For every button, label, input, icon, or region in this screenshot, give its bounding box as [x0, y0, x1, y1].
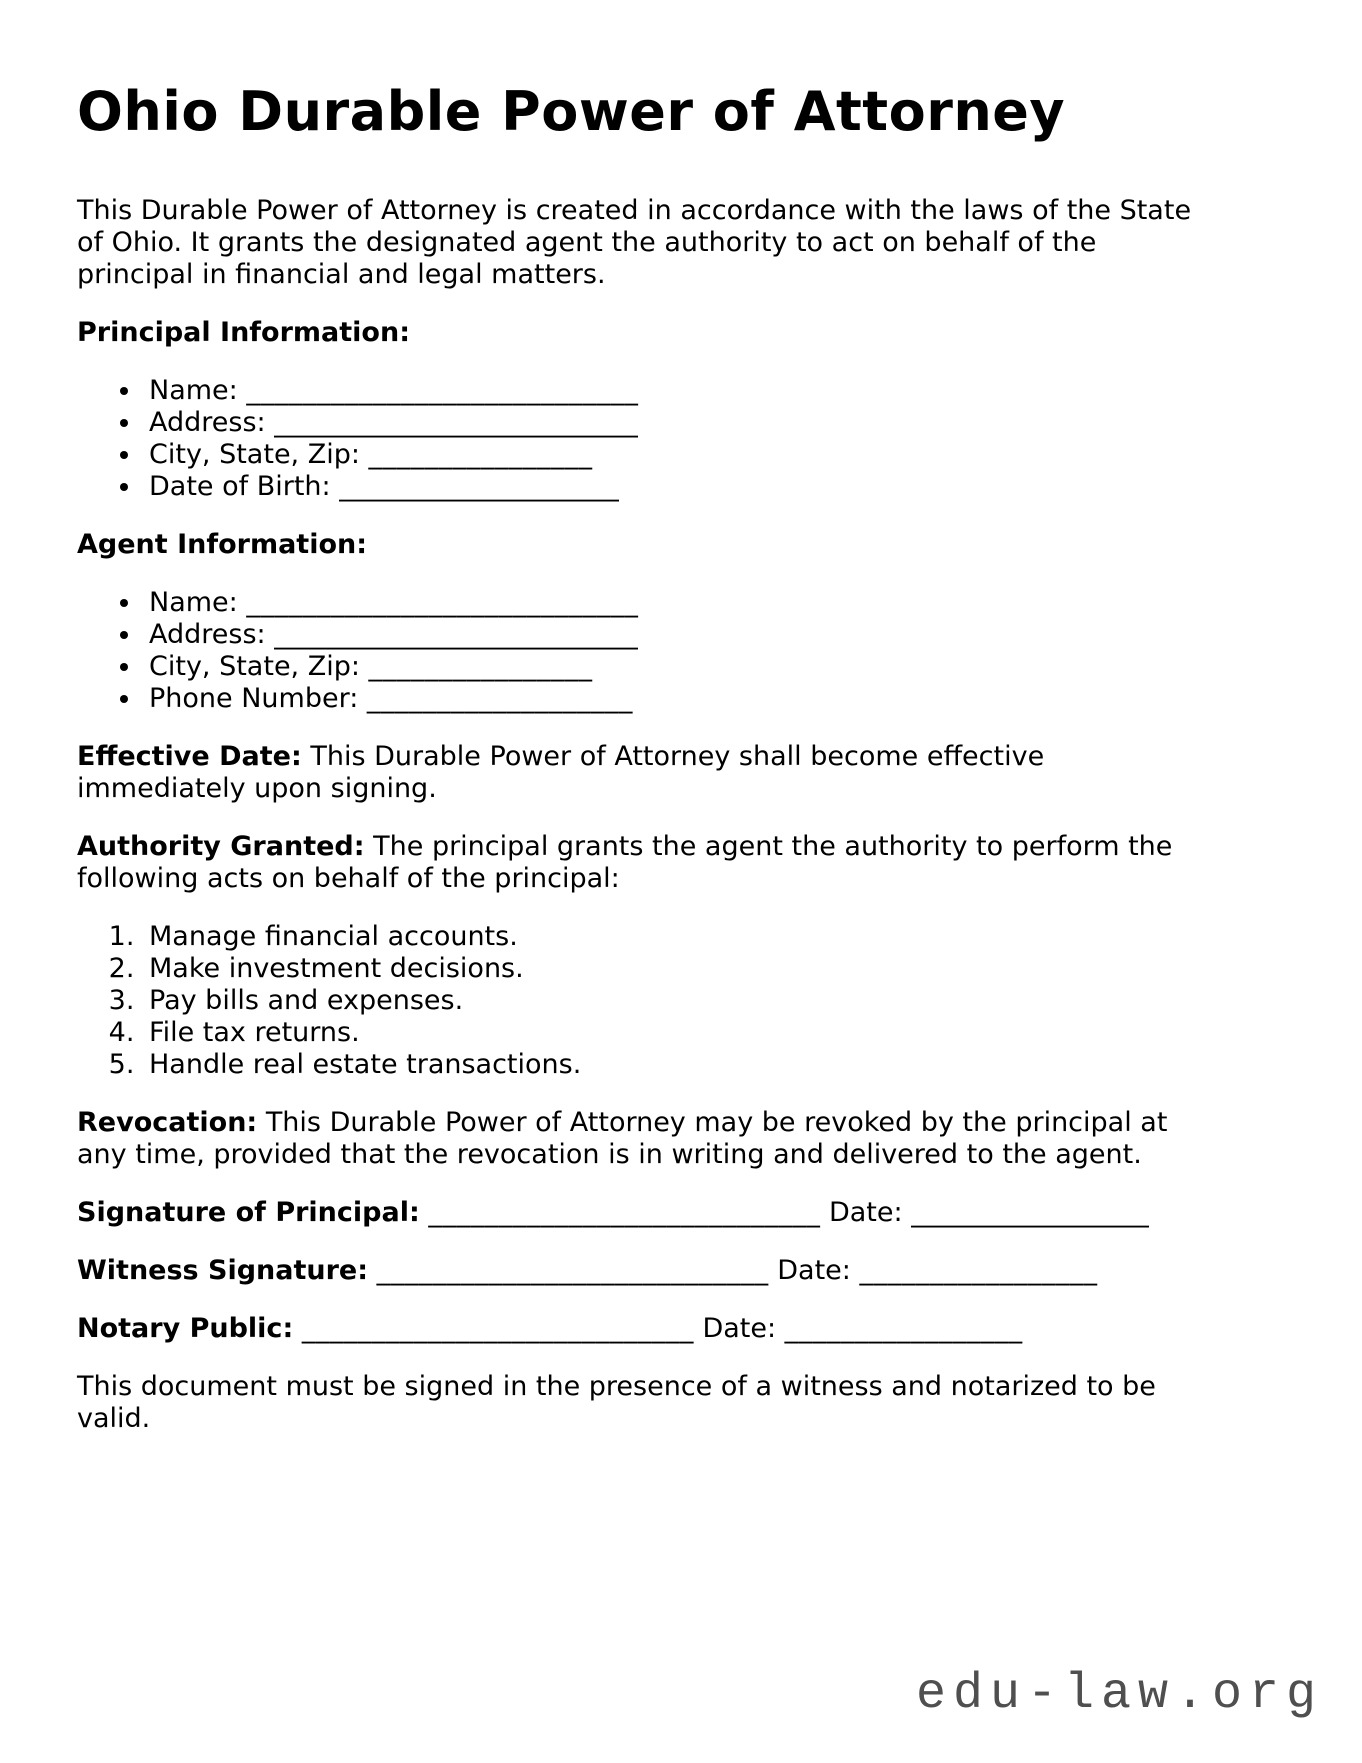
authority-act-item: 2. Make investment decisions. [143, 953, 1210, 985]
signature-label: Witness Signature: [77, 1255, 369, 1286]
revocation-paragraph [77, 1107, 1210, 1171]
field-label: Name: [149, 587, 238, 618]
field-label: City, State, Zip: [149, 651, 360, 682]
signature-label: Notary Public: [77, 1313, 294, 1344]
blank-line: ____________________________ [246, 587, 639, 618]
date-line: _________________ [859, 1255, 1098, 1286]
blank-line: ________________ [368, 651, 593, 682]
field-label: Phone Number: [149, 683, 359, 714]
effective-date-paragraph [77, 741, 1210, 805]
authority-act-item: 4. File tax returns. [143, 1017, 1210, 1049]
agent-address-field [143, 619, 1210, 651]
edu-law-watermark: edu-law.org [915, 1666, 1323, 1723]
field-label: Address: [149, 407, 266, 438]
date-label: Date: [777, 1255, 851, 1286]
principal-section-heading [77, 317, 1210, 349]
agent-phone-number-field [143, 683, 1210, 715]
revocation-label: Revocation: [77, 1107, 258, 1138]
agent-section-heading [77, 529, 1210, 561]
date-line: _________________ [911, 1197, 1150, 1228]
principal-date-of-birth-field [143, 471, 1210, 503]
field-label: Date of Birth: [149, 471, 331, 502]
notary-signature-row [77, 1313, 1210, 1345]
page-title: Ohio Durable Power of Attorney [77, 80, 1066, 143]
date-label: Date: [828, 1197, 903, 1228]
field-label: City, State, Zip: [149, 439, 360, 470]
agent-heading-label: Agent Information: [77, 529, 368, 560]
date-line: _________________ [784, 1313, 1023, 1344]
principal-fields-list [77, 375, 1210, 503]
authority-granted-label: Authority Granted: [77, 831, 365, 862]
signature-line: ____________________________ [428, 1197, 821, 1228]
authority-acts-list [77, 921, 1210, 1081]
principal-city-state-zip-field [143, 439, 1210, 471]
blank-line: ____________________ [339, 471, 620, 502]
validity-note: This document must be signed in the presence of a witness and notarized to be valid. [77, 1371, 1156, 1434]
signature-label: Signature of Principal: [77, 1197, 420, 1228]
blank-line: __________________________ [274, 619, 639, 650]
principal-heading-label: Principal Information: [77, 317, 411, 348]
signature-line: ____________________________ [301, 1313, 694, 1344]
witness-signature-row [77, 1255, 1210, 1287]
principal-name-field [143, 375, 1210, 407]
date-label: Date: [702, 1313, 777, 1344]
signature-line: ____________________________ [376, 1255, 769, 1286]
effective-date-label: Effective Date: [77, 741, 302, 772]
revocation-text: This Durable Power of Attorney may be revoked by the principal at any time, provided that the revocation is in writing and delivered to the agent. [77, 1107, 1168, 1170]
principal-signature-row [77, 1197, 1210, 1229]
authority-act-item: 3. Pay bills and expenses. [143, 985, 1210, 1017]
effective-date-text: This Durable Power of Attorney shall become effective immediately upon signing. [77, 741, 1045, 804]
blank-line: ________________ [368, 439, 593, 470]
principal-address-field [143, 407, 1210, 439]
agent-fields-list [77, 587, 1210, 715]
authority-granted-text: The principal grants the agent the authority to perform the following acts on behalf of the principal: [77, 831, 1173, 894]
blank-line: ____________________________ [246, 375, 639, 406]
blank-line: __________________________ [274, 407, 639, 438]
authority-act-item: 5. Handle real estate transactions. [143, 1049, 1210, 1081]
agent-name-field [143, 587, 1210, 619]
agent-city-state-zip-field [143, 651, 1210, 683]
field-label: Name: [149, 375, 238, 406]
field-label: Address: [149, 619, 266, 650]
authority-act-item: 1. Manage financial accounts. [143, 921, 1210, 953]
authority-granted-paragraph [77, 831, 1210, 895]
blank-line: ___________________ [366, 683, 633, 714]
intro-paragraph: This Durable Power of Attorney is created in accordance with the laws of the State of Ohio. It grants the designated agent the authority to act on behalf of the principal in financial and legal matters. [77, 195, 1192, 290]
